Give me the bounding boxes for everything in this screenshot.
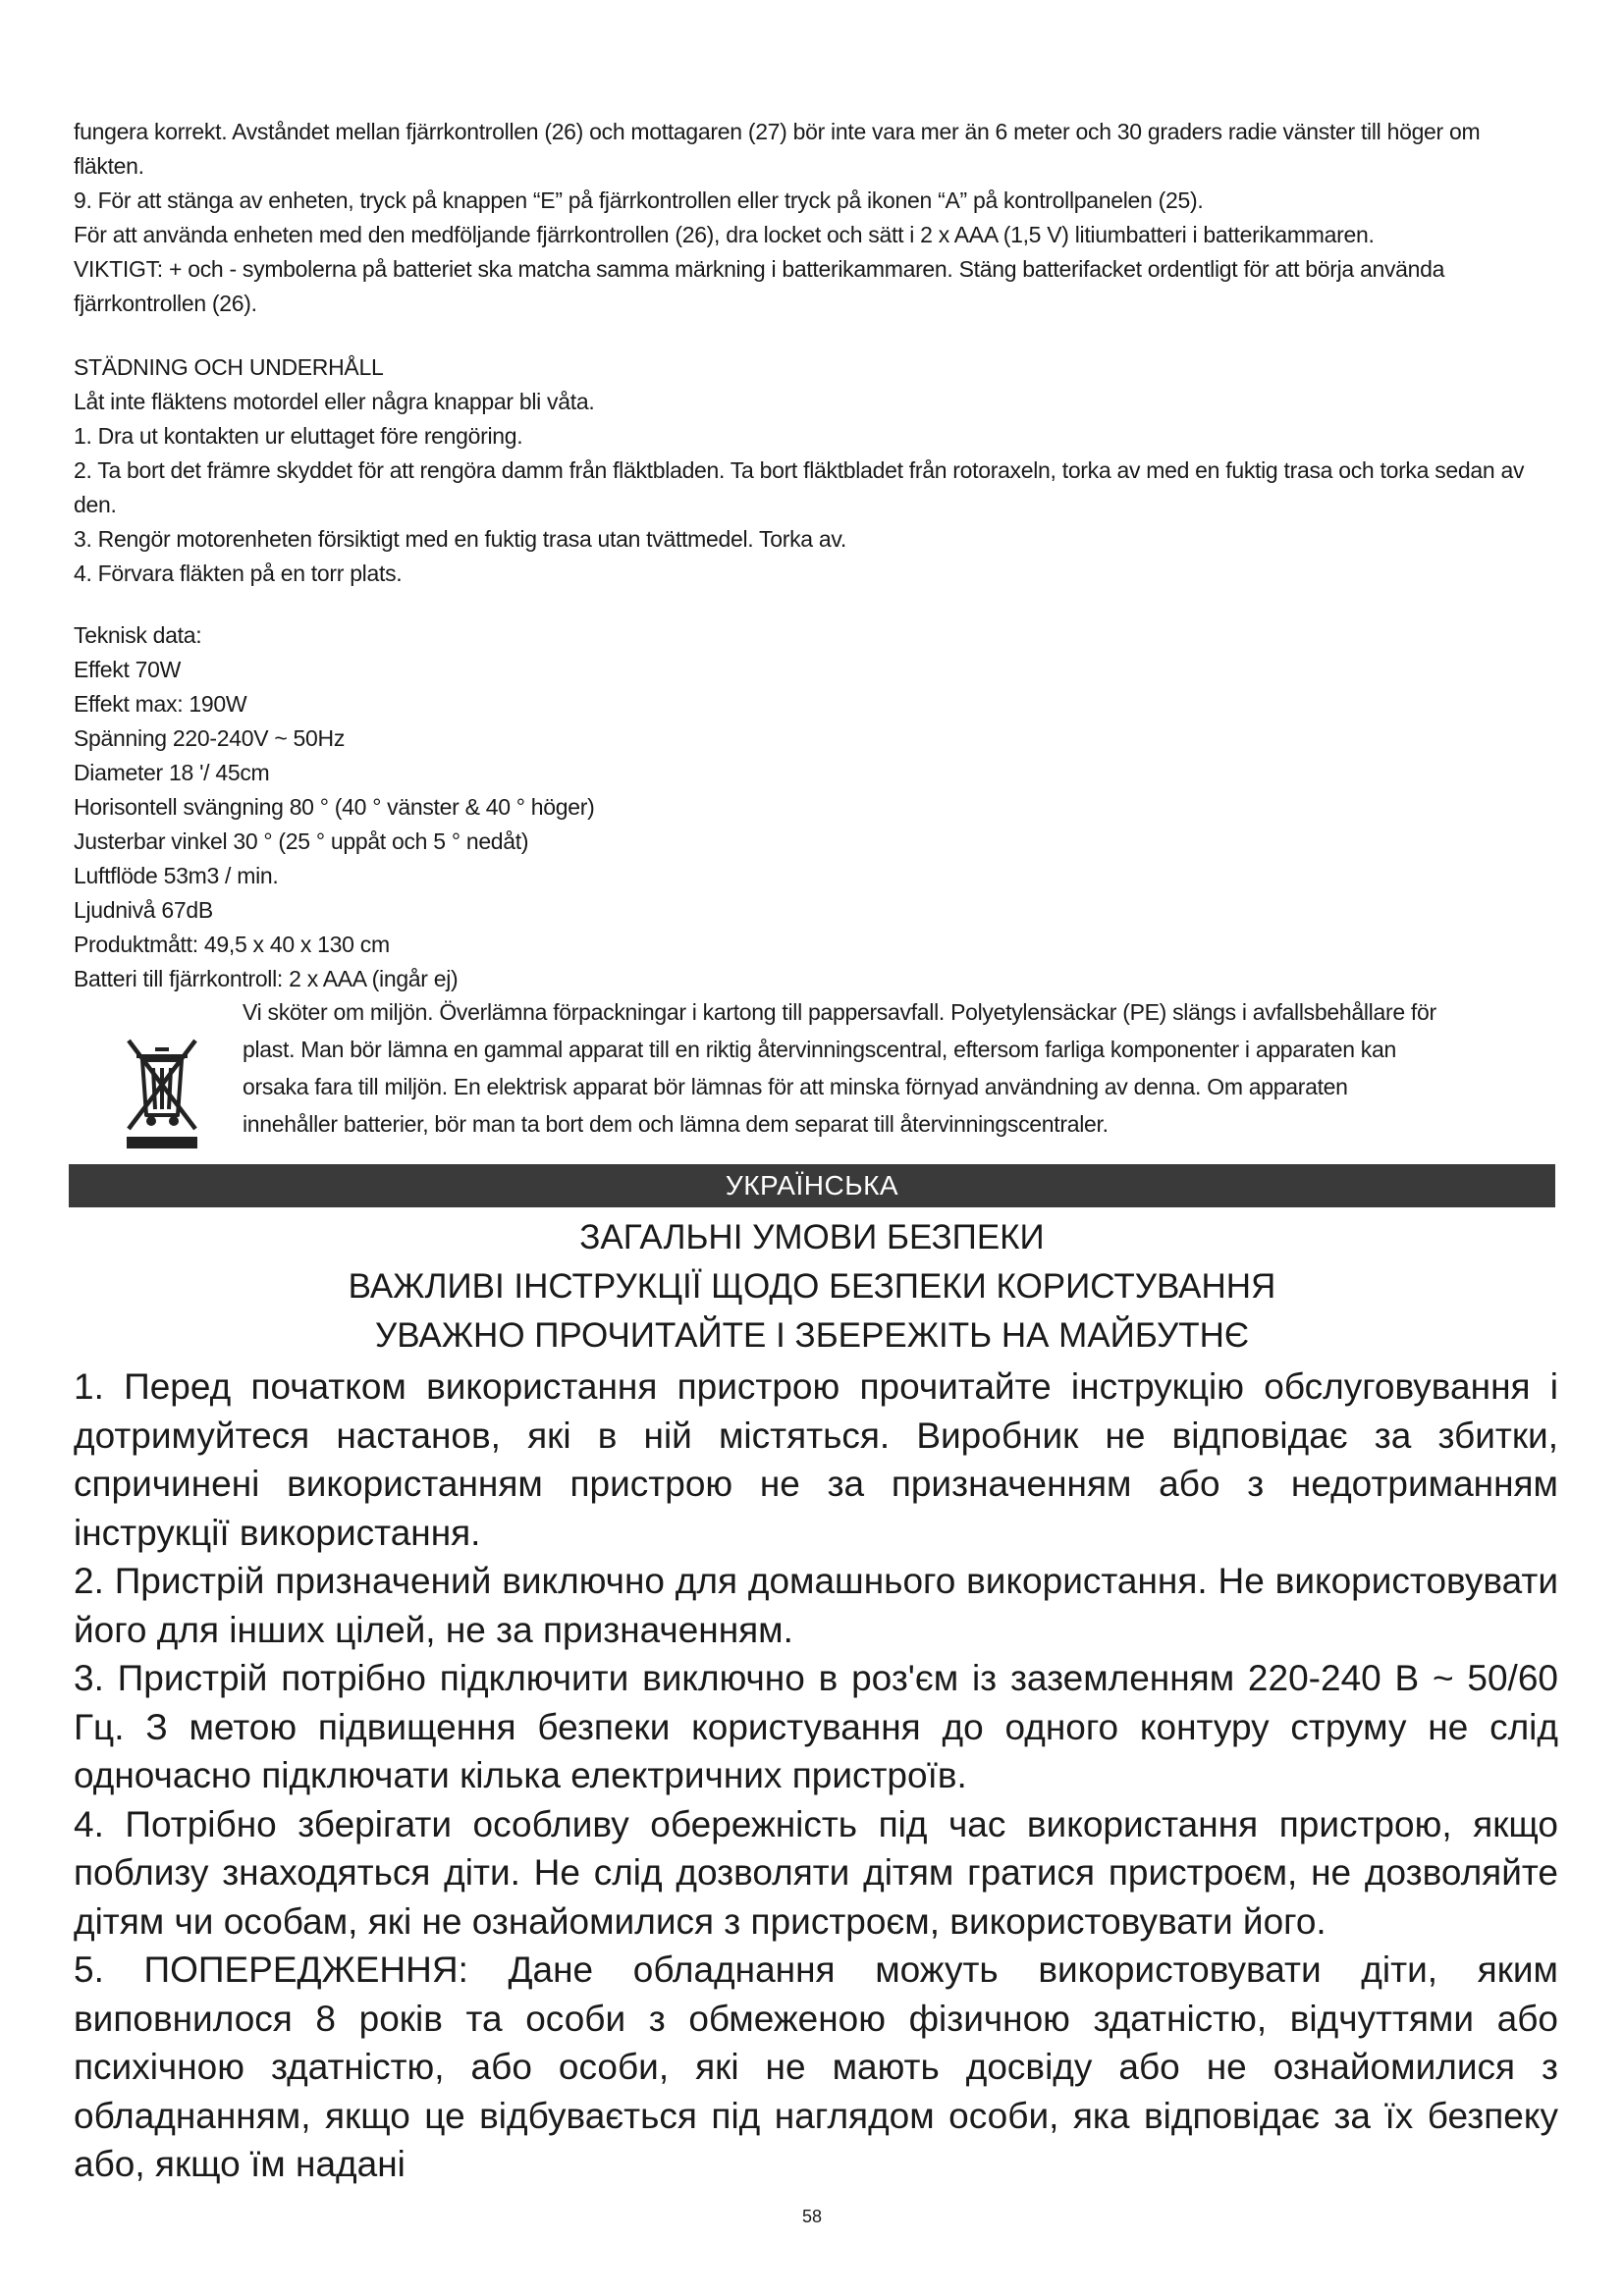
page-number: 58 bbox=[801, 2207, 823, 2226]
environment-notice bbox=[74, 993, 1556, 1160]
spec-line: Spänning 220-240V ~ 50Hz bbox=[74, 725, 346, 751]
spec-line: Justerbar vinkel 30 ° (25 ° uppåt och 5 ° nedåt) bbox=[74, 828, 529, 854]
remote-control-instructions bbox=[74, 115, 1556, 321]
important-safety-title: ВАЖЛИВІ ІНСТРУКЦІЇ ЩОДО БЕЗПЕКИ КОРИСТУВАННЯ bbox=[348, 1267, 1276, 1306]
spec-line: Batteri till fjärrkontroll: 2 x AAA (ingår ej) bbox=[74, 966, 459, 991]
technical-data-section bbox=[74, 618, 1556, 996]
environment-line: innehåller batterier, bör man ta bort dem och lämna dem separat till återvinningscentraler. bbox=[243, 1111, 1109, 1137]
ukrainian-safety-instructions bbox=[74, 1362, 1558, 2189]
spec-line: Effekt max: 190W bbox=[74, 691, 247, 717]
technical-heading: Teknisk data: bbox=[74, 622, 202, 648]
cleaning-line: 4. Förvara fläkten på en torr plats. bbox=[74, 561, 403, 586]
weee-crossed-bin-icon bbox=[123, 1033, 201, 1148]
spec-line: Horisontell svängning 80 ° (40 ° vänster & 40 ° höger) bbox=[74, 794, 595, 820]
battery-insert-text: För att använda enheten med den medföljande fjärrkontrollen (26), dra locket och sätt i 2 x AAA (1,5 V) litiumbatteri i batterikammaren. bbox=[74, 222, 1375, 247]
language-section-bar: УКРАЇНСЬКА bbox=[69, 1164, 1555, 1207]
environment-line: orsaka fara till miljön. En elektrisk apparat bör lämnas för att minska förnyad användning av denna. Om apparaten bbox=[243, 1074, 1348, 1099]
turn-off-text: 9. För att stänga av enheten, tryck på knappen “E” på fjärrkontrollen eller tryck på ikonen “A” på kontrollpanelen (25). bbox=[74, 187, 1204, 213]
read-and-keep-title: УВАЖНО ПРОЧИТАЙТЕ І ЗБЕРЕЖІТЬ НА МАЙБУТНЄ bbox=[374, 1316, 1250, 1355]
environment-text bbox=[243, 993, 1558, 1143]
spec-line: Effekt 70W bbox=[74, 657, 182, 682]
environment-line: plast. Man bör lämna en gammal apparat till en riktig återvinningscentral, eftersom farliga komponenter i apparaten kan bbox=[243, 1037, 1396, 1062]
spec-line: Diameter 18 '/ 45cm bbox=[74, 760, 270, 785]
cleaning-section bbox=[74, 350, 1556, 591]
battery-polarity-warning: VIKTIGT: + och - symbolerna på batteriet ska matcha samma märkning i batterikammaren. Stäng batterifacket ordentligt för att börja använda fjärrkontrollen (26). bbox=[74, 256, 1445, 316]
safety-item: 1. Перед початком використання пристрою прочитайте інструкцію обслуговування і дотримуйтеся настанов, які в ній містяться. Виробник не відповідає за збитки, спричинені використанням пристрою не за призначенням або з недотриманням інструкції використання. bbox=[74, 1366, 1558, 1553]
cleaning-line: 3. Rengör motorenheten försiktigt med en fuktig trasa utan tvättmedel. Torka av. bbox=[74, 526, 846, 552]
safety-item: 4. Потрібно зберігати особливу обережність під час використання пристрою, якщо поблизу знаходяться діти. Не слід дозволяти дітям гратися пристроєм, не дозволяйте дітям чи особам, які не ознайомилися з пристроєм, використовувати його. bbox=[74, 1803, 1558, 1942]
safety-item: 3. Пристрій потрібно підключити виключно в роз'єм із заземленням 220-240 В ~ 50/60 Гц. З метою підвищення безпеки користування до одного контуру струму не слід одночасно підключати кілька електричних пристроїв. bbox=[74, 1658, 1558, 1795]
spec-line: Luftflöde 53m3 / min. bbox=[74, 863, 279, 888]
cleaning-heading: STÄDNING OCH UNDERHÅLL bbox=[74, 354, 384, 380]
spec-line: Ljudnivå 67dB bbox=[74, 897, 213, 923]
cleaning-line: 2. Ta bort det främre skyddet för att rengöra damm från fläktbladen. Ta bort fläktbladet från rotoraxeln, torka av med en fuktig trasa och torka sedan av den. bbox=[74, 457, 1525, 517]
general-safety-title: ЗАГАЛЬНІ УМОВИ БЕЗПЕКИ bbox=[579, 1218, 1045, 1256]
safety-item: 5. ПОПЕРЕДЖЕННЯ: Дане обладнання можуть використовувати діти, яким виповнилося 8 років та особи з обмеженою фізичною здатністю, відчуттями або психічною здатністю, або особи, які не мають досвіду або не ознайомилися з обладнанням, якщо це відбувається під наглядом особи, яка відповідає за їх безпеку або, якщо їм надані bbox=[74, 1949, 1558, 2184]
cleaning-line: 1. Dra ut kontakten ur eluttaget före rengöring. bbox=[74, 423, 523, 449]
cleaning-line: Låt inte fläktens motordel eller några knappar bli våta. bbox=[74, 389, 595, 414]
spec-line: Produktmått: 49,5 x 40 x 130 cm bbox=[74, 932, 390, 957]
environment-line: Vi sköter om miljön. Överlämna förpackningar i kartong till pappersavfall. Polyetylensäckar (PE) slängs i avfallsbehållare för bbox=[243, 999, 1436, 1025]
safety-item: 2. Пристрій призначений виключно для домашнього використання. Не використовувати його для інших цілей, не за призначенням. bbox=[74, 1561, 1558, 1650]
remote-distance-text: fungera korrekt. Avståndet mellan fjärrkontrollen (26) och mottagaren (27) bör inte vara mer än 6 meter och 30 graders radie vänster till höger om fläkten. bbox=[74, 119, 1481, 179]
